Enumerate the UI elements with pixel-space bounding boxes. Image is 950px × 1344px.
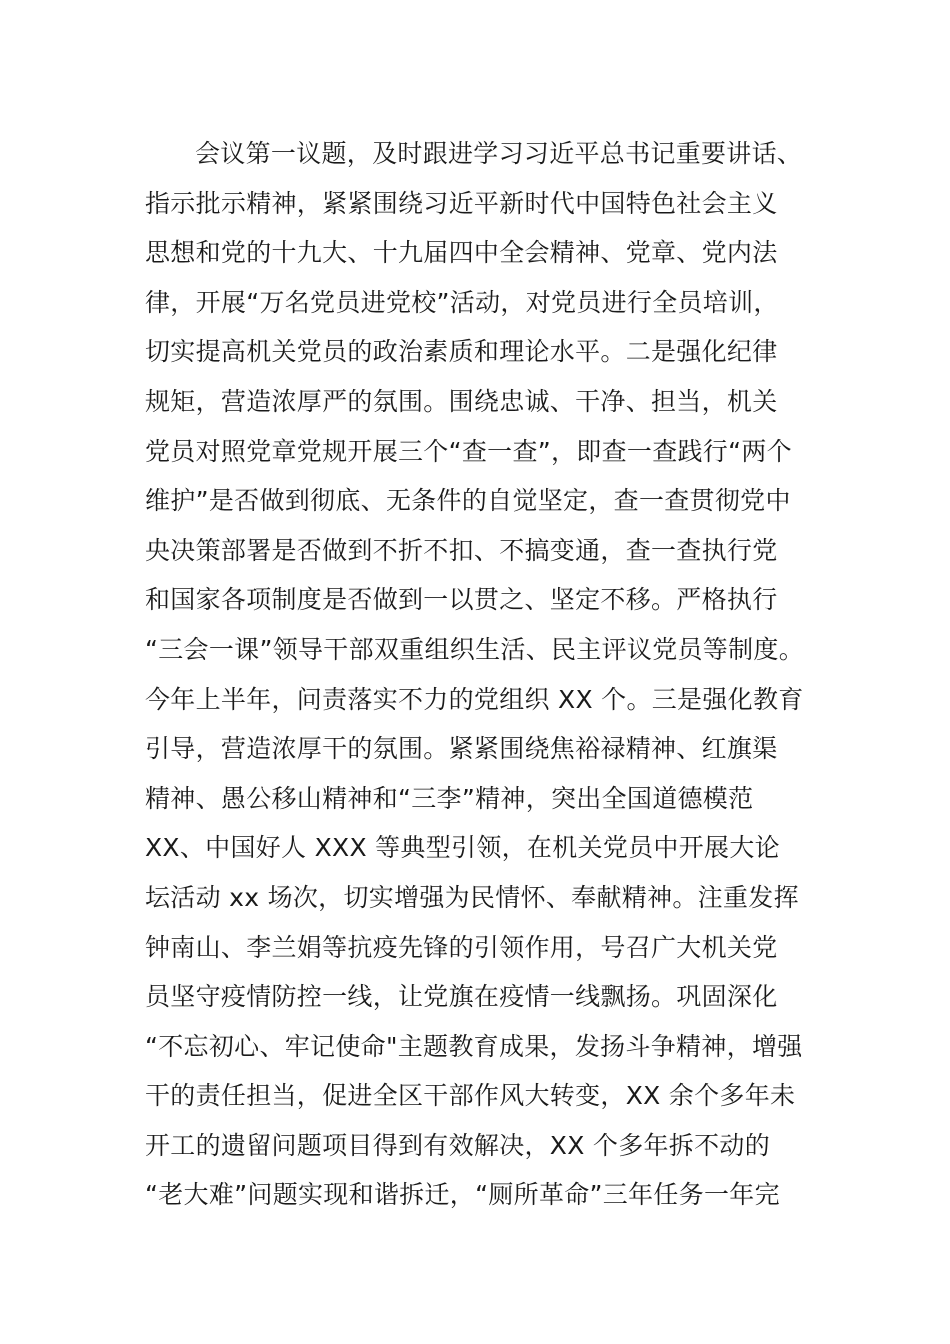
paragraph-line: “老大难”问题实现和谐拆迁，“厕所革命”三年任务一年完 [145,1180,780,1210]
paragraph-line: 央决策部署是否做到不折不扣、不搞变通，查一查执行党 [145,535,778,565]
paragraph-line: 开工的遗留问题项目得到有效解决，XX 个多年拆不动的 [145,1130,771,1160]
paragraph-line: 引导，营造浓厚干的氛围。紧紧围绕焦裕禄精神、红旗渠 [145,734,778,764]
paragraph-line: 思想和党的十九大、十九届四中全会精神、党章、党内法 [145,238,778,268]
paragraph-line: 指示批示精神，紧紧围绕习近平新时代中国特色社会主义 [145,188,778,218]
body-paragraph [145,129,825,1220]
paragraph-line: 党员对照党章党规开展三个“查一查”，即查一查践行“两个 [145,436,792,466]
paragraph-line: 精神、愚公移山精神和“三李”精神，突出全国道德模范 [145,783,754,813]
paragraph-line: 会议第一议题，及时跟进学习习近平总书记重要讲话、 [195,139,803,168]
paragraph-line: 规矩，营造浓厚严的氛围。围绕忠诚、干净、担当，机关 [145,386,778,416]
paragraph-line: 坛活动 xx 场次，切实增强为民情怀、奉献精神。注重发挥 [145,882,799,912]
paragraph-line: 今年上半年，问责落实不力的党组织 XX 个。三是强化教育 [145,684,804,714]
paragraph-line: XX、中国好人 XXX 等典型引领，在机关党员中开展大论 [145,833,780,863]
paragraph-line: 干的责任担当，促进全区干部作风大转变，XX 余个多年未 [145,1081,796,1111]
paragraph-line: 员坚守疫情防控一线，让党旗在疫情一线飘扬。巩固深化 [145,982,778,1012]
paragraph-line: 律，开展“万名党员进党校”活动，对党员进行全员培训， [145,287,779,317]
paragraph-line: “不忘初心、牢记使命"主题教育成果，发扬斗争精神，增强 [145,1031,803,1061]
paragraph-line: 钟南山、李兰娟等抗疫先锋的引领作用，号召广大机关党 [145,932,778,962]
paragraph-line: 和国家各项制度是否做到一以贯之、坚定不移。严格执行 [145,585,778,615]
paragraph-line: 切实提高机关党员的政治素质和理论水平。二是强化纪律 [145,337,778,367]
paragraph-line: “三会一课”领导干部双重组织生活、民主评议党员等制度。 [145,634,805,664]
paragraph-line: 维护”是否做到彻底、无条件的自觉坚定，查一查贯彻党中 [145,486,791,516]
